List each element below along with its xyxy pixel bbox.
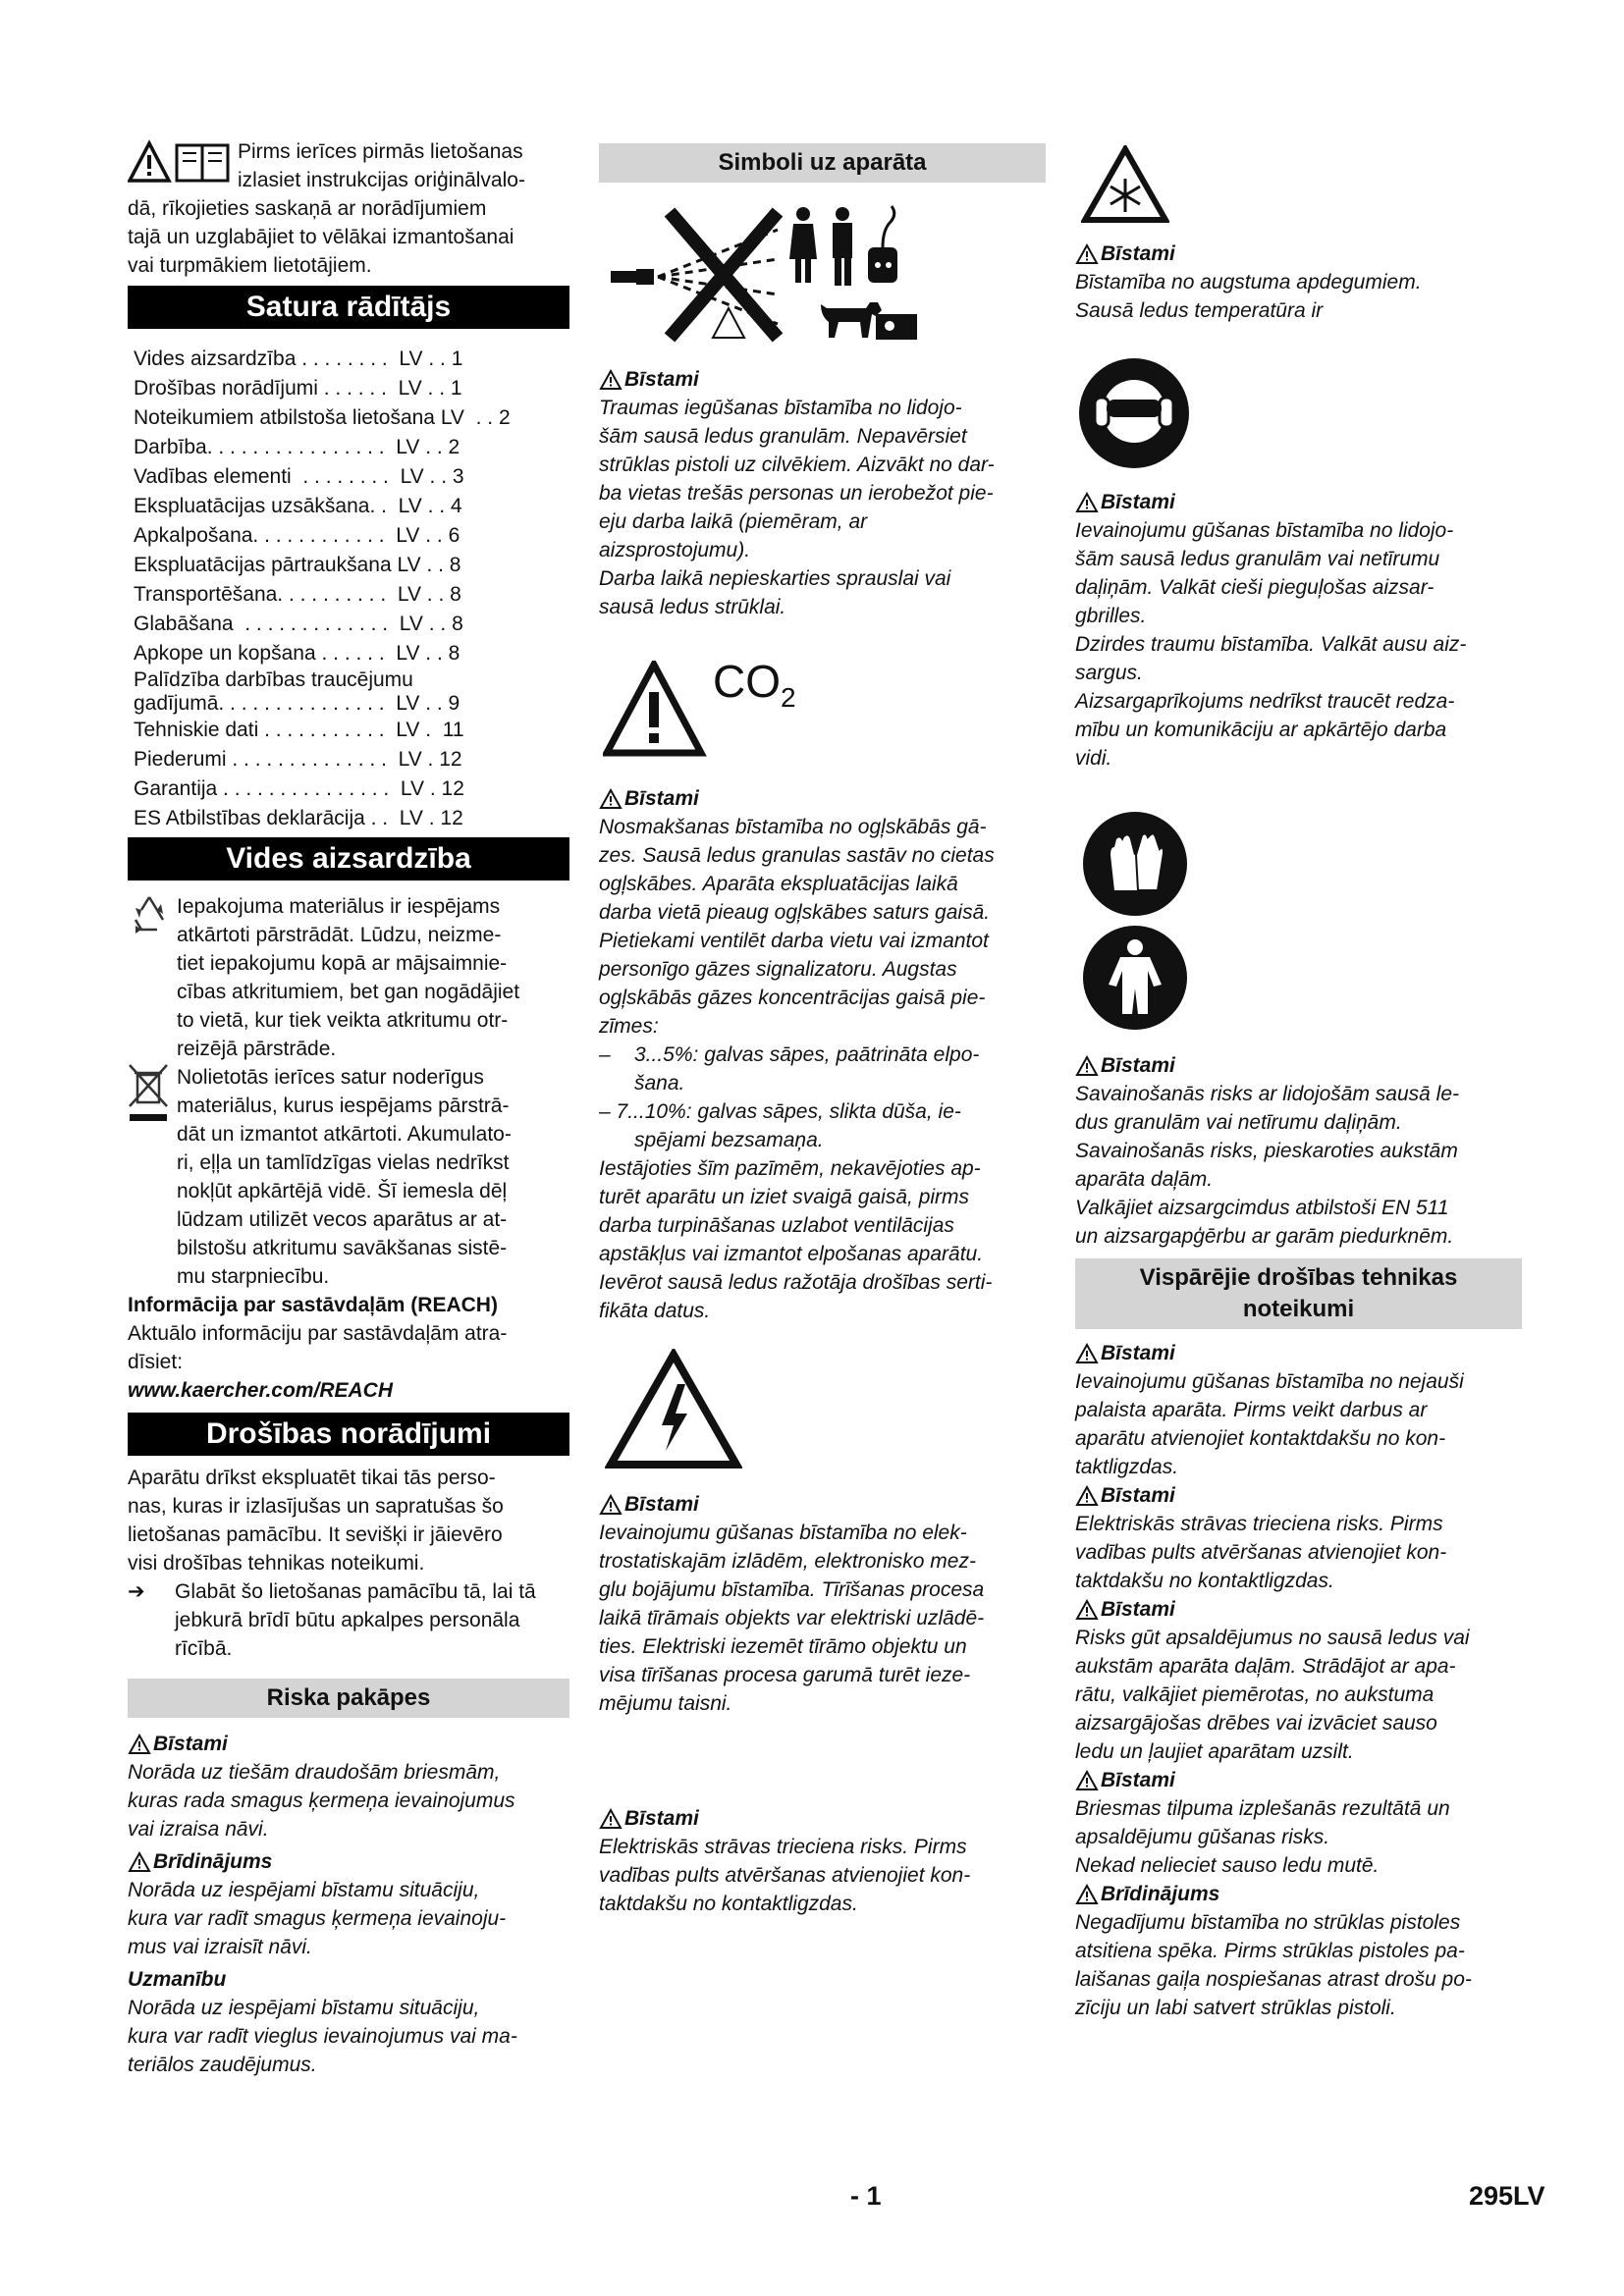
level-line: vai izraisa nāvi. xyxy=(128,1818,269,1841)
toc-row[interactable]: Palīdzība darbības traucējumu xyxy=(134,668,413,691)
danger-label: Bīstami xyxy=(1075,1051,1522,1080)
reach-text: Aktuālo informāciju par sastāvdaļām atra- xyxy=(128,1322,508,1345)
co2-list-item xyxy=(599,1041,1046,1097)
co2-subscript: 2 xyxy=(781,682,796,714)
warning-book-icon xyxy=(128,139,234,187)
warning-triangle-icon xyxy=(1075,1485,1099,1507)
w1-line: ba vietas trešās personas un ierobežot pie- xyxy=(599,482,994,505)
w4-line: vadības pults atvēršanas atvienojiet kon- xyxy=(599,1864,971,1887)
b-line: mību un komunikāciju ar apkārtējo darba xyxy=(1075,719,1447,741)
w3-line: visa tīrīšanas procesa garumā turēt ieze- xyxy=(599,1664,971,1686)
env-heading: Vides aizsardzība xyxy=(128,837,569,881)
weee-line: dāt un izmantot atkārtoti. Akumulato- xyxy=(177,1123,512,1146)
toc-row[interactable]: gadījumā. . . . . . . . . . . . . . . LV . . 9 xyxy=(134,692,460,715)
b-line: gbrilles. xyxy=(1075,605,1147,627)
intro xyxy=(128,137,569,280)
toc-row[interactable]: Apkope un kopšana . . . . . . LV . . 8 xyxy=(134,642,460,665)
reach-link[interactable]: www.kaercher.com/REACH xyxy=(128,1379,393,1402)
toc-row[interactable]: Garantija . . . . . . . . . . . . . . . LV . 12 xyxy=(134,777,464,800)
toc-heading: Satura rādītājs xyxy=(128,286,569,329)
danger-label: Bīstami xyxy=(1075,488,1522,516)
b-line: Aizsargaprīkojums nedrīkst traucēt redza- xyxy=(1075,690,1455,713)
arrow-icon: ➔ xyxy=(128,1580,145,1603)
w1-line: sausā ledus strūklai. xyxy=(599,596,786,618)
w3-line: laikā tīrāmais objekts var elektriski uzlādē- xyxy=(599,1607,985,1629)
recycle-icon xyxy=(128,892,171,935)
w1-line: šām sausā ledus granulām. Nepavērsiet xyxy=(599,425,967,448)
warning-triangle-icon xyxy=(599,788,623,810)
warning-triangle-icon xyxy=(128,1851,151,1873)
level-line: mus vai izraisīt nāvi. xyxy=(128,1936,312,1958)
w1-line: aizsprostojumu). xyxy=(599,539,751,561)
weee-line: lūdzam utilizēt vecos aparātus ar at- xyxy=(177,1208,508,1231)
toc-row[interactable]: Ekspluatācijas pārtraukšana LV . . 8 xyxy=(134,554,461,576)
w4-line: Elektriskās strāvas trieciena risks. Pirms xyxy=(599,1836,967,1858)
toc-row[interactable]: ES Atbilstības deklarācija . . LV . 12 xyxy=(134,807,463,829)
column-2 xyxy=(599,143,1046,1918)
f-line: aukstām aparāta daļām. Strādājot ar apa- xyxy=(1075,1655,1456,1678)
w2-line: Pietiekami ventilēt darba vietu vai izmantot xyxy=(599,930,989,952)
bullet-line: jebkurā brīdī būtu apkalpes personāla xyxy=(175,1609,520,1631)
high-voltage-warning-icon xyxy=(605,1349,742,1470)
list-line: šana. xyxy=(634,1072,685,1095)
danger-label: Bīstami xyxy=(1075,1766,1522,1794)
gloves-icon xyxy=(1081,810,1189,918)
g-line: Briesmas tilpuma izplešanās rezultātā un xyxy=(1075,1797,1450,1820)
weee-line: bilstošu atkritumu savākšanas sistē- xyxy=(177,1237,508,1259)
b-line: daļiņām. Valkāt cieši pieguļošas aizsar- xyxy=(1075,576,1435,599)
danger-label: Bīstami xyxy=(128,1730,569,1758)
weee-line: materiālus, kurus iespējams pārstrā- xyxy=(177,1095,510,1117)
toc-row[interactable]: Vadības elementi . . . . . . . . LV . . 3 xyxy=(134,465,464,488)
goggles-earmuffs-icon xyxy=(1077,356,1191,470)
toc-row[interactable]: Vides aizsardzība . . . . . . . . LV . . 1 xyxy=(134,347,463,370)
danger-label: Bīstami xyxy=(1075,240,1522,268)
h-line: zīciju un labi satvert strūklas pistoli. xyxy=(1075,1997,1396,2019)
c-line: dus granulām vai netīrumu daļiņām. xyxy=(1075,1111,1402,1134)
f-line: ledu un ļaujiet aparātam uzsilt. xyxy=(1075,1740,1354,1763)
d-line: taktligzdas. xyxy=(1075,1456,1179,1478)
warning-label: Brīdinājums xyxy=(1075,1880,1522,1908)
danger-label: Bīstami xyxy=(1075,1595,1522,1624)
list-line: – 7...10%: galvas sāpes, slikta dūša, ie- xyxy=(599,1100,961,1123)
warning-triangle-icon xyxy=(599,369,623,391)
recycle-line: Iepakojuma materiālus ir iespējams xyxy=(177,895,501,918)
c-line: aparāta daļām. xyxy=(1075,1168,1214,1191)
co2-warning-sign xyxy=(603,655,1046,763)
w2-line: zīmes: xyxy=(599,1015,659,1038)
safety-heading: Drošības norādījumi xyxy=(128,1413,569,1456)
d-line: Ievainojumu gūšanas bīstamība no nejauši xyxy=(1075,1370,1464,1393)
warning-triangle-icon xyxy=(1075,1599,1099,1621)
table-of-contents xyxy=(128,345,569,833)
caution-label: Uzmanību xyxy=(128,1968,227,1991)
warning-triangle-icon xyxy=(1075,1343,1099,1364)
warning-triangle-icon xyxy=(1075,1884,1099,1905)
w1-line: eju darba laikā (piemēram, ar xyxy=(599,510,868,533)
list-line: 3...5%: galvas sāpes, paātrināta elpo- xyxy=(634,1043,980,1066)
page-code: 295LV xyxy=(1469,2181,1545,2211)
bullet-line: Glabāt šo lietošanas pamācību tā, lai tā xyxy=(175,1580,536,1603)
toc-row[interactable]: Noteikumiem atbilstoša lietošana LV . . 2 xyxy=(134,406,511,429)
symbols-heading: Simboli uz aparāta xyxy=(599,143,1046,183)
protective-suit-icon xyxy=(1081,924,1189,1032)
level-line: kura var radīt vieglus ievainojumus vai ma- xyxy=(128,2025,517,2048)
w2-line: personīgo gāzes signalizatoru. Augstas xyxy=(599,958,957,981)
b-line: šām sausā ledus granulām vai netīrumu xyxy=(1075,548,1440,570)
level-line: Norāda uz iespējami bīstamu situāciju, xyxy=(128,1997,480,2019)
d-line: aparātu atvienojiet kontaktdakšu no kon- xyxy=(1075,1427,1446,1450)
warning-triangle-icon xyxy=(1075,243,1099,265)
bullet-line: rīcībā. xyxy=(175,1637,233,1660)
w1-line: Traumas iegūšanas bīstamība no lidojo- xyxy=(599,397,962,419)
intro-line-2: izlasiet instrukcijas oriģinālvalo- xyxy=(238,169,525,191)
h-line: atsitiena spēka. Pirms strūklas pistoles pa- xyxy=(1075,1940,1465,1962)
recycle-line: reizējā pārstrāde. xyxy=(177,1038,337,1060)
e-line: Elektriskās strāvas trieciena risks. Pirms xyxy=(1075,1513,1443,1535)
a-line: Sausā ledus temperatūra ir xyxy=(1075,299,1324,322)
w3-line: Ievainojumu gūšanas bīstamība no elek- xyxy=(599,1522,967,1544)
b-line: vidi. xyxy=(1075,747,1112,770)
level-line: Norāda uz iespējami bīstamu situāciju, xyxy=(128,1879,480,1901)
dash: – xyxy=(599,1043,611,1066)
warning-triangle-icon xyxy=(599,1494,623,1516)
level-line: Norāda uz tiešām draudošām briesmām, xyxy=(128,1761,501,1784)
level-line: kuras rada smagus ķermeņa ievainojumus xyxy=(128,1789,515,1812)
safety-bullet xyxy=(128,1577,569,1663)
e-line: taktdakšu no kontaktligzdas. xyxy=(1075,1570,1334,1592)
toc-row[interactable]: Transportēšana. . . . . . . . . . LV . . 8 xyxy=(134,583,461,606)
w2-line: ogļskābās gāzes koncentrācijas gaisā pie- xyxy=(599,987,986,1009)
level-line: kura var radīt smagus ķermeņa ievainoju- xyxy=(128,1907,507,1930)
h-line: laišanas gaiļa nospiešanas atrast drošu po- xyxy=(1075,1968,1472,1991)
recycle-line: cības atkritumiem, bet gan nogādājiet xyxy=(177,981,520,1003)
b-line: Ievainojumu gūšanas bīstamība no lidojo- xyxy=(1075,519,1454,542)
intro-line: vai turpmākiem lietotājiem. xyxy=(128,254,372,277)
f-line: rātu, valkājiet piemērotas, no aukstuma xyxy=(1075,1683,1435,1706)
w2b-line: fikāta datus. xyxy=(599,1300,711,1322)
f-line: aizsargājošas drēbes vai izvāciet sauso xyxy=(1075,1712,1437,1735)
d-line: palaista aparāta. Pirms veikt darbus ar xyxy=(1075,1399,1428,1421)
co2-text: CO xyxy=(713,656,781,707)
warning-triangle-icon xyxy=(1075,1770,1099,1791)
warning-triangle-icon xyxy=(1075,492,1099,513)
w2b-line: turēt aparātu un iziet svaigā gaisā, pirms xyxy=(599,1186,970,1208)
h-line: Negadījumu bīstamība no strūklas pistoles xyxy=(1075,1911,1461,1934)
recycle-line: atkārtoti pārstrādāt. Lūdzu, neizme- xyxy=(177,924,502,946)
w1-line: Darba laikā nepieskarties sprauslai vai xyxy=(599,567,951,590)
toc-row[interactable]: Apkalpošana. . . . . . . . . . . . LV . . 6 xyxy=(134,524,460,547)
w2b-line: apstākļus vai izmantot elpošanas aparātu. xyxy=(599,1243,984,1265)
weee-line: ri, eļļa un tamlīdzīgas vielas nedrīkst xyxy=(177,1151,510,1174)
warning-triangle-icon xyxy=(128,1734,151,1755)
toc-row[interactable]: Piederumi . . . . . . . . . . . . . . LV . 12 xyxy=(134,748,462,771)
weee-line: Nolietotās ierīces satur noderīgus xyxy=(177,1066,484,1089)
danger-label: Bīstami xyxy=(599,1804,1046,1833)
danger-label: Bīstami xyxy=(1075,1481,1522,1510)
no-spray-people-icon xyxy=(611,200,935,357)
crossed-bin-icon xyxy=(128,1063,171,1128)
general-safety-heading xyxy=(1075,1258,1522,1329)
warning-triangle-icon xyxy=(599,1808,623,1830)
a-line: Bīstamība no augstuma apdegumiem. xyxy=(1075,271,1422,294)
recycle-line: tiet iepakojumu kopā ar mājsaimnie- xyxy=(177,952,508,975)
reach-title: Informācija par sastāvdaļām (REACH) xyxy=(128,1294,498,1316)
w2b-line: Ievērot sausā ledus ražotāja drošības serti- xyxy=(599,1271,993,1294)
weee-line: nokļūt apkārtējā vidē. Šī iemesla dēļ xyxy=(177,1180,508,1202)
warning-label: Brīdinājums xyxy=(128,1847,569,1876)
reach-text: dīsiet: xyxy=(128,1351,184,1373)
intro-line: dā, rīkojieties saskaņā ar norādījumiem xyxy=(128,197,487,220)
w2-line: ogļskābes. Aparāta ekspluatācijas laikā xyxy=(599,873,958,895)
toc-row[interactable]: Darbība. . . . . . . . . . . . . . . . LV . . 2 xyxy=(134,436,460,458)
heading-line: Vispārējie drošības tehnikas xyxy=(1139,1264,1458,1291)
w1-line: strūklas pistoli uz cilvēkiem. Aizvākt no dar- xyxy=(599,454,995,476)
danger-label: Bīstami xyxy=(599,1490,1046,1519)
c-line: un aizsargapģērbu ar garām piedurknēm. xyxy=(1075,1225,1454,1248)
safety-line: nas, kuras ir izlasījušas un sapratušas šo xyxy=(128,1495,504,1518)
intro-line: tajā un uzglabājiet to vēlākai izmantošanai xyxy=(128,226,514,248)
w3-line: glu bojājumu bīstamība. Tīrīšanas procesa xyxy=(599,1578,985,1601)
w4-line: taktdakšu no kontaktligzdas. xyxy=(599,1893,858,1915)
list-line: spējami bezsamaņa. xyxy=(634,1129,824,1151)
g-line: Nekad nelieciet sauso ledu mutē. xyxy=(1075,1854,1380,1877)
page-number: - 1 xyxy=(850,2181,882,2211)
w2b-line: darba turpināšanas uzlabot ventilācijas xyxy=(599,1214,954,1237)
w2-line: zes. Sausā ledus granulas sastāv no cietas xyxy=(599,844,995,867)
frost-warning-icon xyxy=(1081,145,1169,224)
c-line: Savainošanās risks, pieskaroties aukstām xyxy=(1075,1140,1458,1162)
intro-line-1: Pirms ierīces pirmās lietošanas xyxy=(238,140,523,163)
c-line: Valkājiet aizsargcimdus atbilstoši EN 511 xyxy=(1075,1197,1449,1219)
w2-line: darba vietā pieaug ogļskābes saturs gaisā. xyxy=(599,901,991,924)
heading-line: noteikumi xyxy=(1242,1296,1355,1322)
w3-line: ties. Elektriski iezemēt tīrāmo objektu un xyxy=(599,1635,967,1658)
w2b-line: Iestājoties šīm pazīmēm, nekavējoties ap- xyxy=(599,1157,981,1180)
danger-label: Bīstami xyxy=(599,784,1046,813)
f-line: Risks gūt apsaldējumus no sausā ledus vai xyxy=(1075,1627,1470,1649)
column-1 xyxy=(128,137,569,2079)
safety-line: visi drošības tehnikas noteikumi. xyxy=(128,1552,425,1575)
risk-levels-heading: Riska pakāpes xyxy=(128,1679,569,1718)
column-3 xyxy=(1075,145,1522,2022)
g-line: apsaldējumu gūšanas risks. xyxy=(1075,1826,1330,1848)
toc-row[interactable]: Tehniskie dati . . . . . . . . . . . LV . 11 xyxy=(134,719,464,741)
toc-row[interactable]: Glabāšana . . . . . . . . . . . . . LV . . 8 xyxy=(134,613,463,635)
b-line: sargus. xyxy=(1075,662,1143,684)
warning-triangle-icon xyxy=(603,661,721,759)
w3-line: trostatiskajām izlādēm, elektronisko mez- xyxy=(599,1550,976,1573)
b-line: Dzirdes traumu bīstamība. Valkāt ausu aiz- xyxy=(1075,633,1467,656)
toc-row[interactable]: Drošības norādījumi . . . . . . LV . . 1 xyxy=(134,377,462,400)
w3-line: mējumu taisni. xyxy=(599,1692,732,1715)
safety-line: lietošanas pamācību. It sevišķi ir jāievēro xyxy=(128,1523,503,1546)
warning-triangle-icon xyxy=(1075,1055,1099,1077)
weee-note xyxy=(128,1063,569,1291)
safety-line: Aparātu drīkst ekspluatēt tikai tās perso- xyxy=(128,1467,496,1489)
e-line: vadības pults atvēršanas atvienojiet kon- xyxy=(1075,1541,1447,1564)
c-line: Savainošanās risks ar lidojošām sausā le- xyxy=(1075,1083,1460,1105)
danger-label: Bīstami xyxy=(1075,1339,1522,1367)
w2-line: Nosmakšanas bīstamība no ogļskābās gā- xyxy=(599,816,987,838)
weee-line: mu starpniecību. xyxy=(177,1265,330,1288)
recycle-line: to vietā, kur tiek veikta atkritumu otr- xyxy=(177,1009,509,1032)
level-line: teriālos zaudējumus. xyxy=(128,2054,317,2076)
recycle-note xyxy=(128,892,569,1063)
danger-label: Bīstami xyxy=(599,365,1046,394)
co2-label xyxy=(713,655,796,714)
toc-row[interactable]: Ekspluatācijas uzsākšana. . LV . . 4 xyxy=(134,495,462,517)
